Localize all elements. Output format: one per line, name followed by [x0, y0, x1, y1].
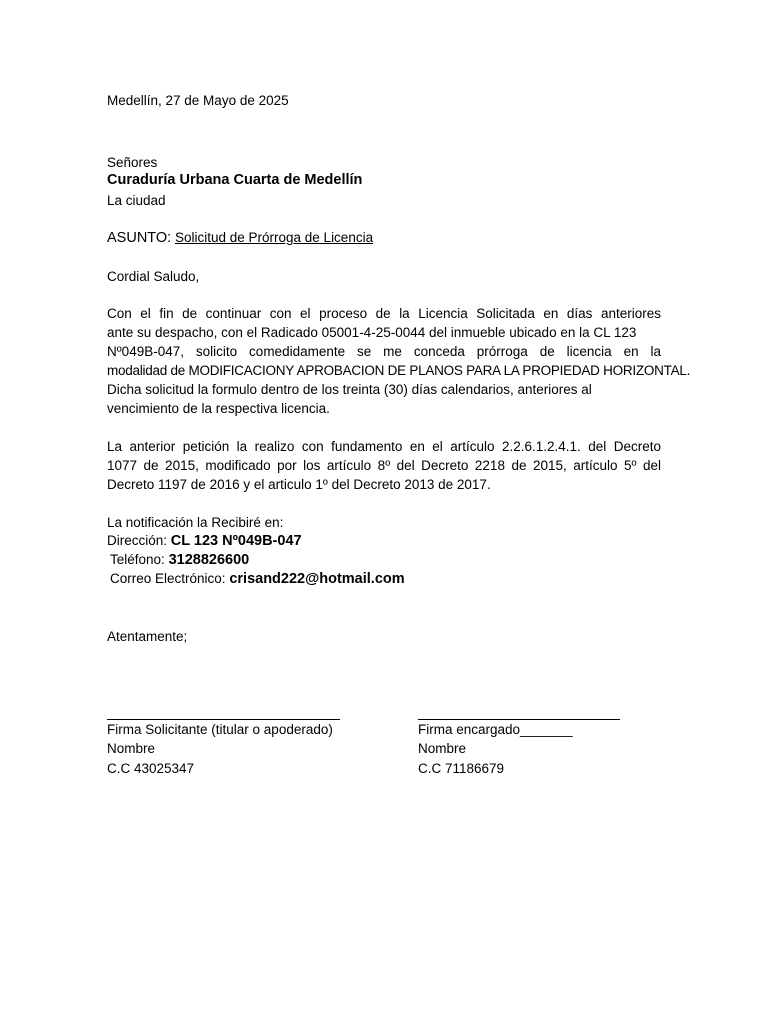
email-value: crisand222@hotmail.com	[229, 571, 405, 587]
signature-right-title: Firma encargado_______	[418, 722, 573, 737]
notification-email	[110, 569, 405, 589]
paragraph-line: Dicha solicitud la formulo dentro de los treinta (30) días calendarios, anteriores al	[107, 382, 592, 397]
address-value: CL 123 Nº049B-047	[170, 533, 302, 549]
body-paragraph-2	[107, 437, 661, 494]
paragraph-line: modalidad de MODIFICACIONY APROBACION DE PLANOS PARA LA PROPIEDAD HORIZONTAL.	[107, 363, 691, 378]
recipient-city: La ciudad	[107, 193, 166, 208]
notification-intro: La notificación la Recibiré en:	[107, 515, 284, 530]
signature-left-id: C.C 43025347	[107, 761, 195, 776]
paragraph-line: Con el fin de continuar con el proceso de la Licencia Solicitada en días anteriores	[107, 306, 661, 321]
signature-left-name: Nombre	[107, 741, 156, 756]
date-line: Medellín, 27 de Mayo de 2025	[107, 93, 289, 108]
email-label: Correo Electrónico:	[110, 571, 226, 586]
signature-right-id: C.C 71186679	[418, 761, 505, 776]
body-paragraph-1	[107, 304, 691, 418]
subject-label: ASUNTO:	[107, 230, 172, 246]
address-label: Dirección:	[107, 533, 168, 548]
paragraph-line: Nº049B-047, solicito comedidamente se me conceda prórroga de licencia en la	[107, 344, 661, 359]
greeting: Cordial Saludo,	[107, 269, 200, 284]
signature-right-name: Nombre	[418, 741, 467, 756]
closing: Atentamente;	[107, 629, 188, 644]
paragraph-line: Decreto 1197 de 2016 y el articulo 1º del Decreto 2013 de 2017.	[107, 477, 491, 492]
notification-phone	[110, 550, 249, 570]
subject-line	[107, 228, 373, 248]
paragraph-line: ante su despacho, con el Radicado 05001-4-25-0044 del inmueble ubicado en la CL 123	[107, 325, 637, 340]
paragraph-line: 1077 de 2015, modificado por los artículo 8º del Decreto 2218 de 2015, artículo 5º del	[107, 458, 661, 473]
phone-value: 3128826600	[168, 552, 250, 568]
paragraph-line: La anterior petición la realizo con fundamento en el artículo 2.2.6.1.2.4.1. del Decreto	[107, 439, 661, 454]
paragraph-line: vencimiento de la respectiva licencia.	[107, 401, 330, 416]
phone-label: Teléfono:	[110, 552, 165, 567]
signature-left-title: Firma Solicitante (titular o apoderado)	[107, 722, 333, 737]
subject-text: Solicitud de Prórroga de Licencia	[174, 230, 374, 245]
recipient-entity: Curaduría Urbana Cuarta de Medellín	[107, 172, 363, 188]
notification-address	[107, 531, 302, 551]
recipient-salutation: Señores	[107, 155, 158, 170]
